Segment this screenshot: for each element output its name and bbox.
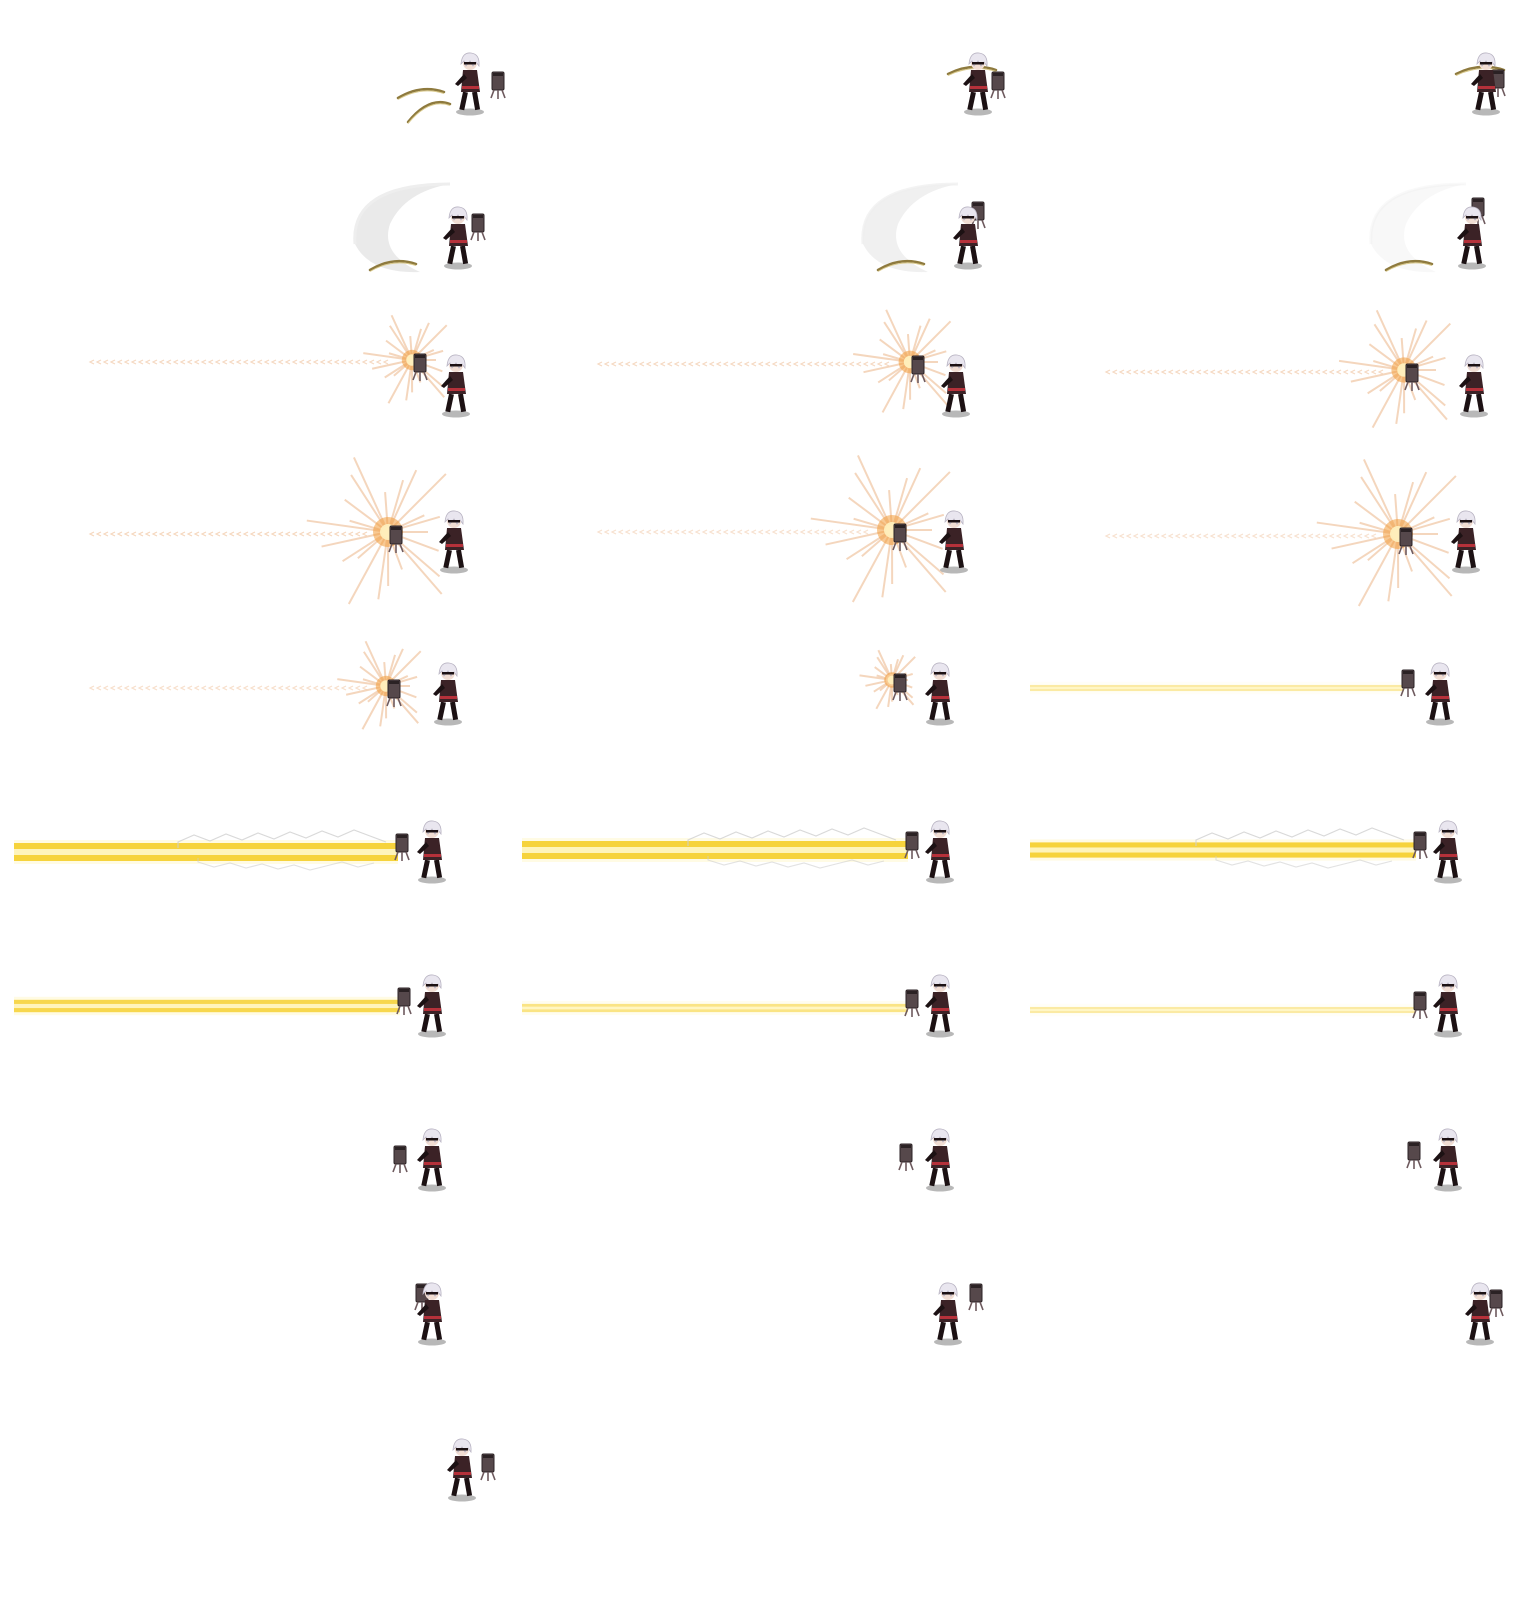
- ground-shadow: [1426, 719, 1454, 726]
- animation-frame: [8, 20, 516, 170]
- animation-frame: [0, 172, 508, 322]
- android-character: [1451, 511, 1480, 574]
- frame-canvas: [0, 1130, 508, 1290]
- animation-frame: [0, 492, 508, 642]
- animation-frame: [1016, 810, 1524, 960]
- ground-shadow: [1466, 1339, 1494, 1346]
- projectile-trail: [598, 530, 868, 534]
- slash-arc: [863, 184, 958, 272]
- ground-shadow: [444, 263, 472, 270]
- spark-burst: [337, 641, 420, 729]
- ground-shadow: [926, 877, 954, 884]
- frame-canvas: [1016, 172, 1524, 332]
- pod-companion: [1489, 1290, 1503, 1317]
- pod-companion: [393, 1146, 407, 1173]
- animation-frame: [0, 1130, 508, 1280]
- pod-companion: [471, 214, 485, 241]
- animation-frame: [508, 492, 1016, 642]
- pod-companion: [491, 72, 505, 99]
- frame-canvas: [508, 330, 1016, 490]
- pod-companion: [899, 1144, 913, 1171]
- animation-frame: [1016, 172, 1524, 322]
- android-character: [443, 207, 472, 270]
- laser-beam: [14, 997, 400, 1015]
- ground-shadow: [1460, 411, 1488, 418]
- frame-canvas: [1016, 20, 1524, 180]
- frame-canvas: [8, 20, 516, 180]
- frame-canvas: [0, 1290, 508, 1450]
- android-character: [925, 975, 954, 1038]
- android-character: [417, 1129, 446, 1192]
- animation-frame: [1016, 492, 1524, 642]
- laser-beam: [1030, 1004, 1416, 1016]
- android-character: [963, 53, 992, 116]
- projectile-trail: [1106, 534, 1376, 538]
- animation-frame: [0, 970, 508, 1120]
- animation-frame: [508, 1290, 1016, 1440]
- ground-shadow: [418, 1031, 446, 1038]
- frame-canvas: [1016, 810, 1524, 970]
- pod-companion: [893, 674, 907, 701]
- animation-frame: [0, 1290, 508, 1440]
- frame-canvas: [0, 810, 508, 970]
- ground-shadow: [926, 1185, 954, 1192]
- pod-companion: [1405, 364, 1419, 391]
- ground-shadow: [440, 567, 468, 574]
- pod-companion: [969, 1284, 983, 1311]
- animation-frame: [1016, 20, 1524, 170]
- ground-shadow: [1434, 1185, 1462, 1192]
- animation-frame: [0, 650, 508, 800]
- frame-canvas: [508, 172, 1016, 332]
- pod-companion: [893, 524, 907, 551]
- frame-canvas: [508, 650, 1016, 810]
- android-character: [925, 821, 954, 884]
- projectile-trail: [1106, 370, 1383, 374]
- frame-canvas: [508, 20, 1016, 180]
- android-character: [417, 975, 446, 1038]
- animation-frame: [508, 970, 1016, 1120]
- frame-canvas: [508, 810, 1016, 970]
- android-character: [925, 1129, 954, 1192]
- slash-arc: [1371, 184, 1466, 272]
- frame-canvas: [508, 1130, 1016, 1290]
- android-character: [1459, 355, 1488, 418]
- ground-shadow: [942, 411, 970, 418]
- android-character: [1433, 821, 1462, 884]
- android-character: [455, 53, 484, 116]
- frame-canvas: [0, 172, 508, 332]
- pod-companion: [387, 680, 401, 707]
- frame-canvas: [0, 330, 508, 490]
- android-character: [941, 355, 970, 418]
- projectile-trail: [90, 360, 388, 364]
- thrown-blade: [408, 102, 450, 123]
- frame-canvas: [508, 970, 1016, 1130]
- frame-canvas: [1016, 1290, 1524, 1450]
- pod-companion: [991, 72, 1005, 99]
- frame-canvas: [1016, 650, 1524, 810]
- animation-frame: [508, 650, 1016, 800]
- android-character: [925, 663, 954, 726]
- ground-shadow: [442, 411, 470, 418]
- android-character: [1425, 663, 1454, 726]
- android-character: [939, 511, 968, 574]
- ground-shadow: [934, 1339, 962, 1346]
- ground-shadow: [1472, 109, 1500, 116]
- pod-companion: [1399, 528, 1413, 555]
- ground-shadow: [418, 877, 446, 884]
- animation-frame: [0, 1450, 508, 1600]
- animation-frame: [508, 810, 1016, 960]
- ground-shadow: [940, 567, 968, 574]
- animation-frame: [508, 20, 1016, 170]
- laser-beam: [14, 830, 398, 870]
- frame-canvas: [508, 492, 1016, 652]
- frame-canvas: [0, 492, 508, 652]
- ground-shadow: [954, 263, 982, 270]
- animation-frame: [1016, 330, 1524, 480]
- ground-shadow: [964, 109, 992, 116]
- ground-shadow: [1458, 263, 1486, 270]
- projectile-trail: [598, 362, 889, 366]
- animation-frame: [1016, 1130, 1524, 1280]
- ground-shadow: [448, 1495, 476, 1502]
- laser-beam: [522, 828, 908, 868]
- frame-canvas: [0, 970, 508, 1130]
- pod-companion: [389, 526, 403, 553]
- ground-shadow: [418, 1339, 446, 1346]
- ground-shadow: [434, 719, 462, 726]
- animation-frame: [1016, 650, 1524, 800]
- frame-canvas: [1016, 1130, 1524, 1290]
- laser-beam: [1030, 682, 1404, 694]
- pod-companion: [1407, 1142, 1421, 1169]
- frame-canvas: [508, 1290, 1016, 1450]
- android-character: [417, 821, 446, 884]
- frame-canvas: [0, 650, 508, 810]
- frame-canvas: [1016, 492, 1524, 652]
- animation-frame: [1016, 970, 1524, 1120]
- android-character: [1433, 1129, 1462, 1192]
- ground-shadow: [418, 1185, 446, 1192]
- pod-companion: [413, 354, 427, 381]
- animation-frame: [508, 330, 1016, 480]
- frame-canvas: [0, 1450, 508, 1610]
- android-character: [1433, 975, 1462, 1038]
- animation-frame: [0, 810, 508, 960]
- slash-arc: [355, 184, 450, 272]
- ground-shadow: [1452, 567, 1480, 574]
- animation-frame: [508, 172, 1016, 322]
- laser-beam: [522, 1001, 908, 1015]
- android-character: [441, 355, 470, 418]
- ground-shadow: [1434, 877, 1462, 884]
- pod-companion: [481, 1454, 495, 1481]
- projectile-trail: [90, 532, 367, 536]
- animation-frame: [0, 330, 508, 480]
- ground-shadow: [1434, 1031, 1462, 1038]
- frame-canvas: [1016, 330, 1524, 490]
- ground-shadow: [926, 1031, 954, 1038]
- laser-beam: [1030, 828, 1416, 868]
- android-character: [439, 511, 468, 574]
- ground-shadow: [926, 719, 954, 726]
- thrown-blade: [398, 89, 444, 99]
- projectile-trail: [90, 686, 367, 690]
- pod-companion: [911, 356, 925, 383]
- animation-frame: [508, 1130, 1016, 1280]
- android-character: [433, 663, 462, 726]
- ground-shadow: [456, 109, 484, 116]
- frame-canvas: [1016, 970, 1524, 1130]
- animation-frame: [1016, 1290, 1524, 1440]
- android-character: [933, 1283, 962, 1346]
